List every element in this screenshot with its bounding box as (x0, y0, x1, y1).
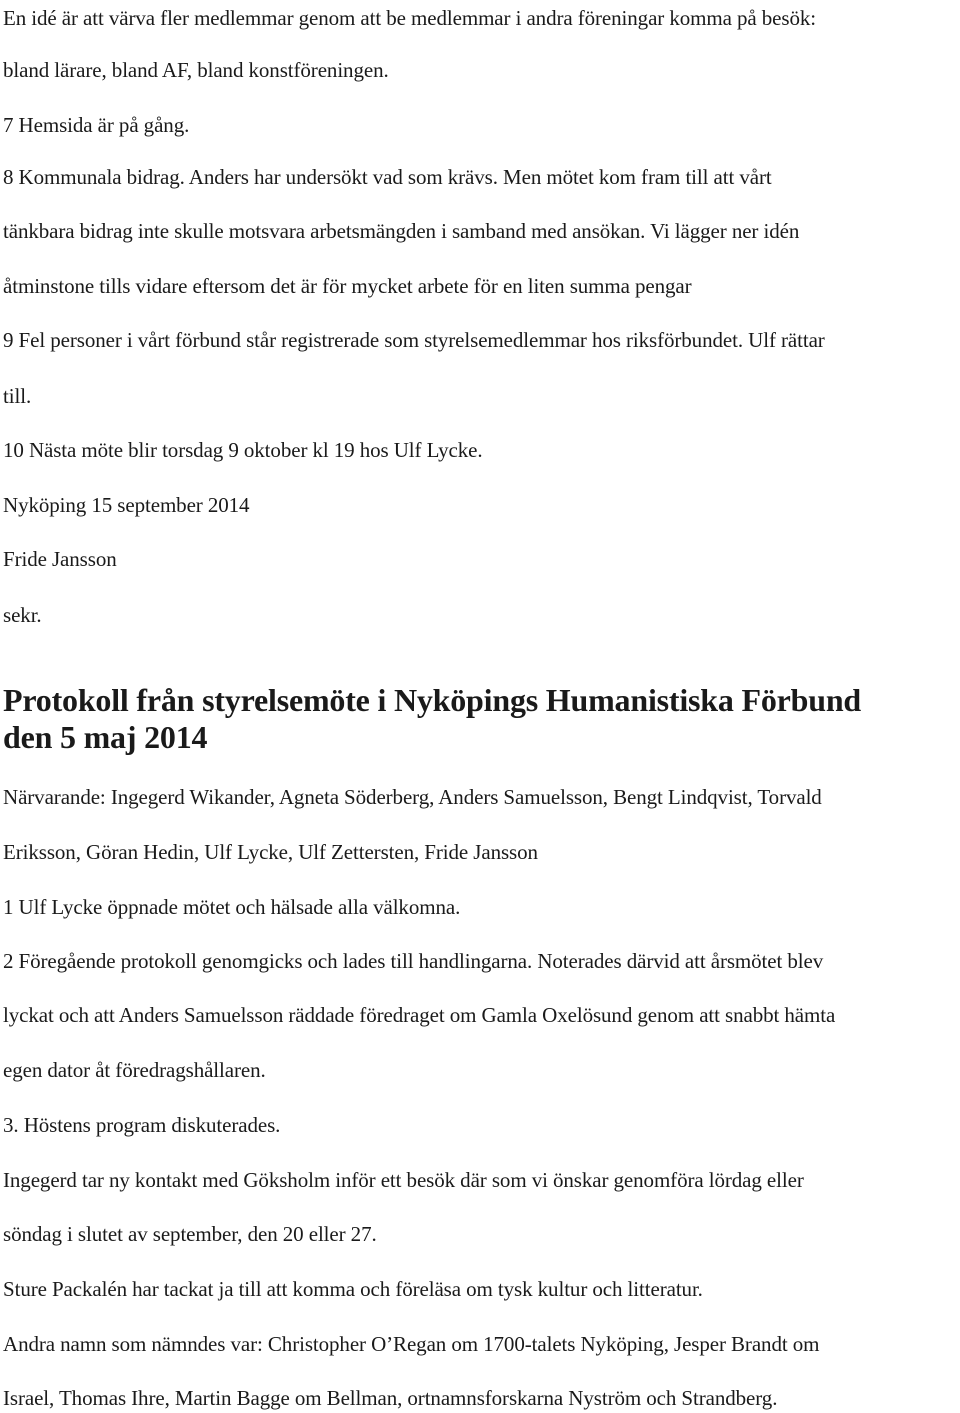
place-date-line: Nyköping 15 september 2014 (3, 493, 250, 517)
paragraph-line: 10 Nästa möte blir torsdag 9 oktober kl 19 hos Ulf Lycke. (3, 438, 483, 462)
paragraph-line: Andra namn som nämndes var: Christopher O’Regan om 1700-talets Nyköping, Jesper Brandt om (3, 1332, 820, 1356)
paragraph-line: till. (3, 384, 32, 408)
paragraph-line: Israel, Thomas Ihre, Martin Bagge om Bellman, ortnamnsforskarna Nyström och Strandberg. (3, 1386, 778, 1410)
paragraph-line: 9 Fel personer i vårt förbund står registrerade som styrelsemedlemmar hos riksförbundet. Ulf rättar (3, 328, 825, 352)
paragraph-line: 3. Höstens program diskuterades. (3, 1113, 281, 1137)
paragraph-line: 1 Ulf Lycke öppnade mötet och hälsade alla välkomna. (3, 895, 461, 919)
paragraph-line: 2 Föregående protokoll genomgicks och lades till handlingarna. Noterades därvid att årsmötet blev (3, 949, 824, 973)
document-heading-line2: den 5 maj 2014 (3, 719, 208, 755)
paragraph-line: En idé är att värva fler medlemmar genom att be medlemmar i andra föreningar komma på besök: (3, 6, 816, 30)
signature-title: sekr. (3, 603, 42, 627)
paragraph-line: 7 Hemsida är på gång. (3, 113, 190, 137)
attendees-line: Eriksson, Göran Hedin, Ulf Lycke, Ulf Zettersten, Fride Jansson (3, 840, 538, 864)
paragraph-line: bland lärare, bland AF, bland konstföreningen. (3, 58, 389, 82)
attendees-line: Närvarande: Ingegerd Wikander, Agneta Söderberg, Anders Samuelsson, Bengt Lindqvist, Torvald (3, 785, 822, 809)
paragraph-line: söndag i slutet av september, den 20 eller 27. (3, 1222, 377, 1246)
paragraph-line: tänkbara bidrag inte skulle motsvara arbetsmängden i samband med ansökan. Vi lägger ner idén (3, 219, 800, 243)
paragraph-line: Ingegerd tar ny kontakt med Göksholm inför ett besök där som vi önskar genomföra lördag eller (3, 1168, 804, 1192)
document-heading-line1: Protokoll från styrelsemöte i Nyköpings Humanistiska Förbund (3, 682, 862, 718)
paragraph-line: egen dator åt föredragshållaren. (3, 1058, 266, 1082)
paragraph-line: 8 Kommunala bidrag. Anders har undersökt vad som krävs. Men mötet kom fram till att vårt (3, 165, 772, 189)
signature-name: Fride Jansson (3, 547, 117, 571)
paragraph-line: åtminstone tills vidare eftersom det är för mycket arbete för en liten summa pengar (3, 274, 692, 298)
paragraph-line: lyckat och att Anders Samuelsson räddade föredraget om Gamla Oxelösund genom att snabbt hämta (3, 1003, 836, 1027)
paragraph-line: Sture Packalén har tackat ja till att komma och föreläsa om tysk kultur och litteratur. (3, 1277, 703, 1301)
